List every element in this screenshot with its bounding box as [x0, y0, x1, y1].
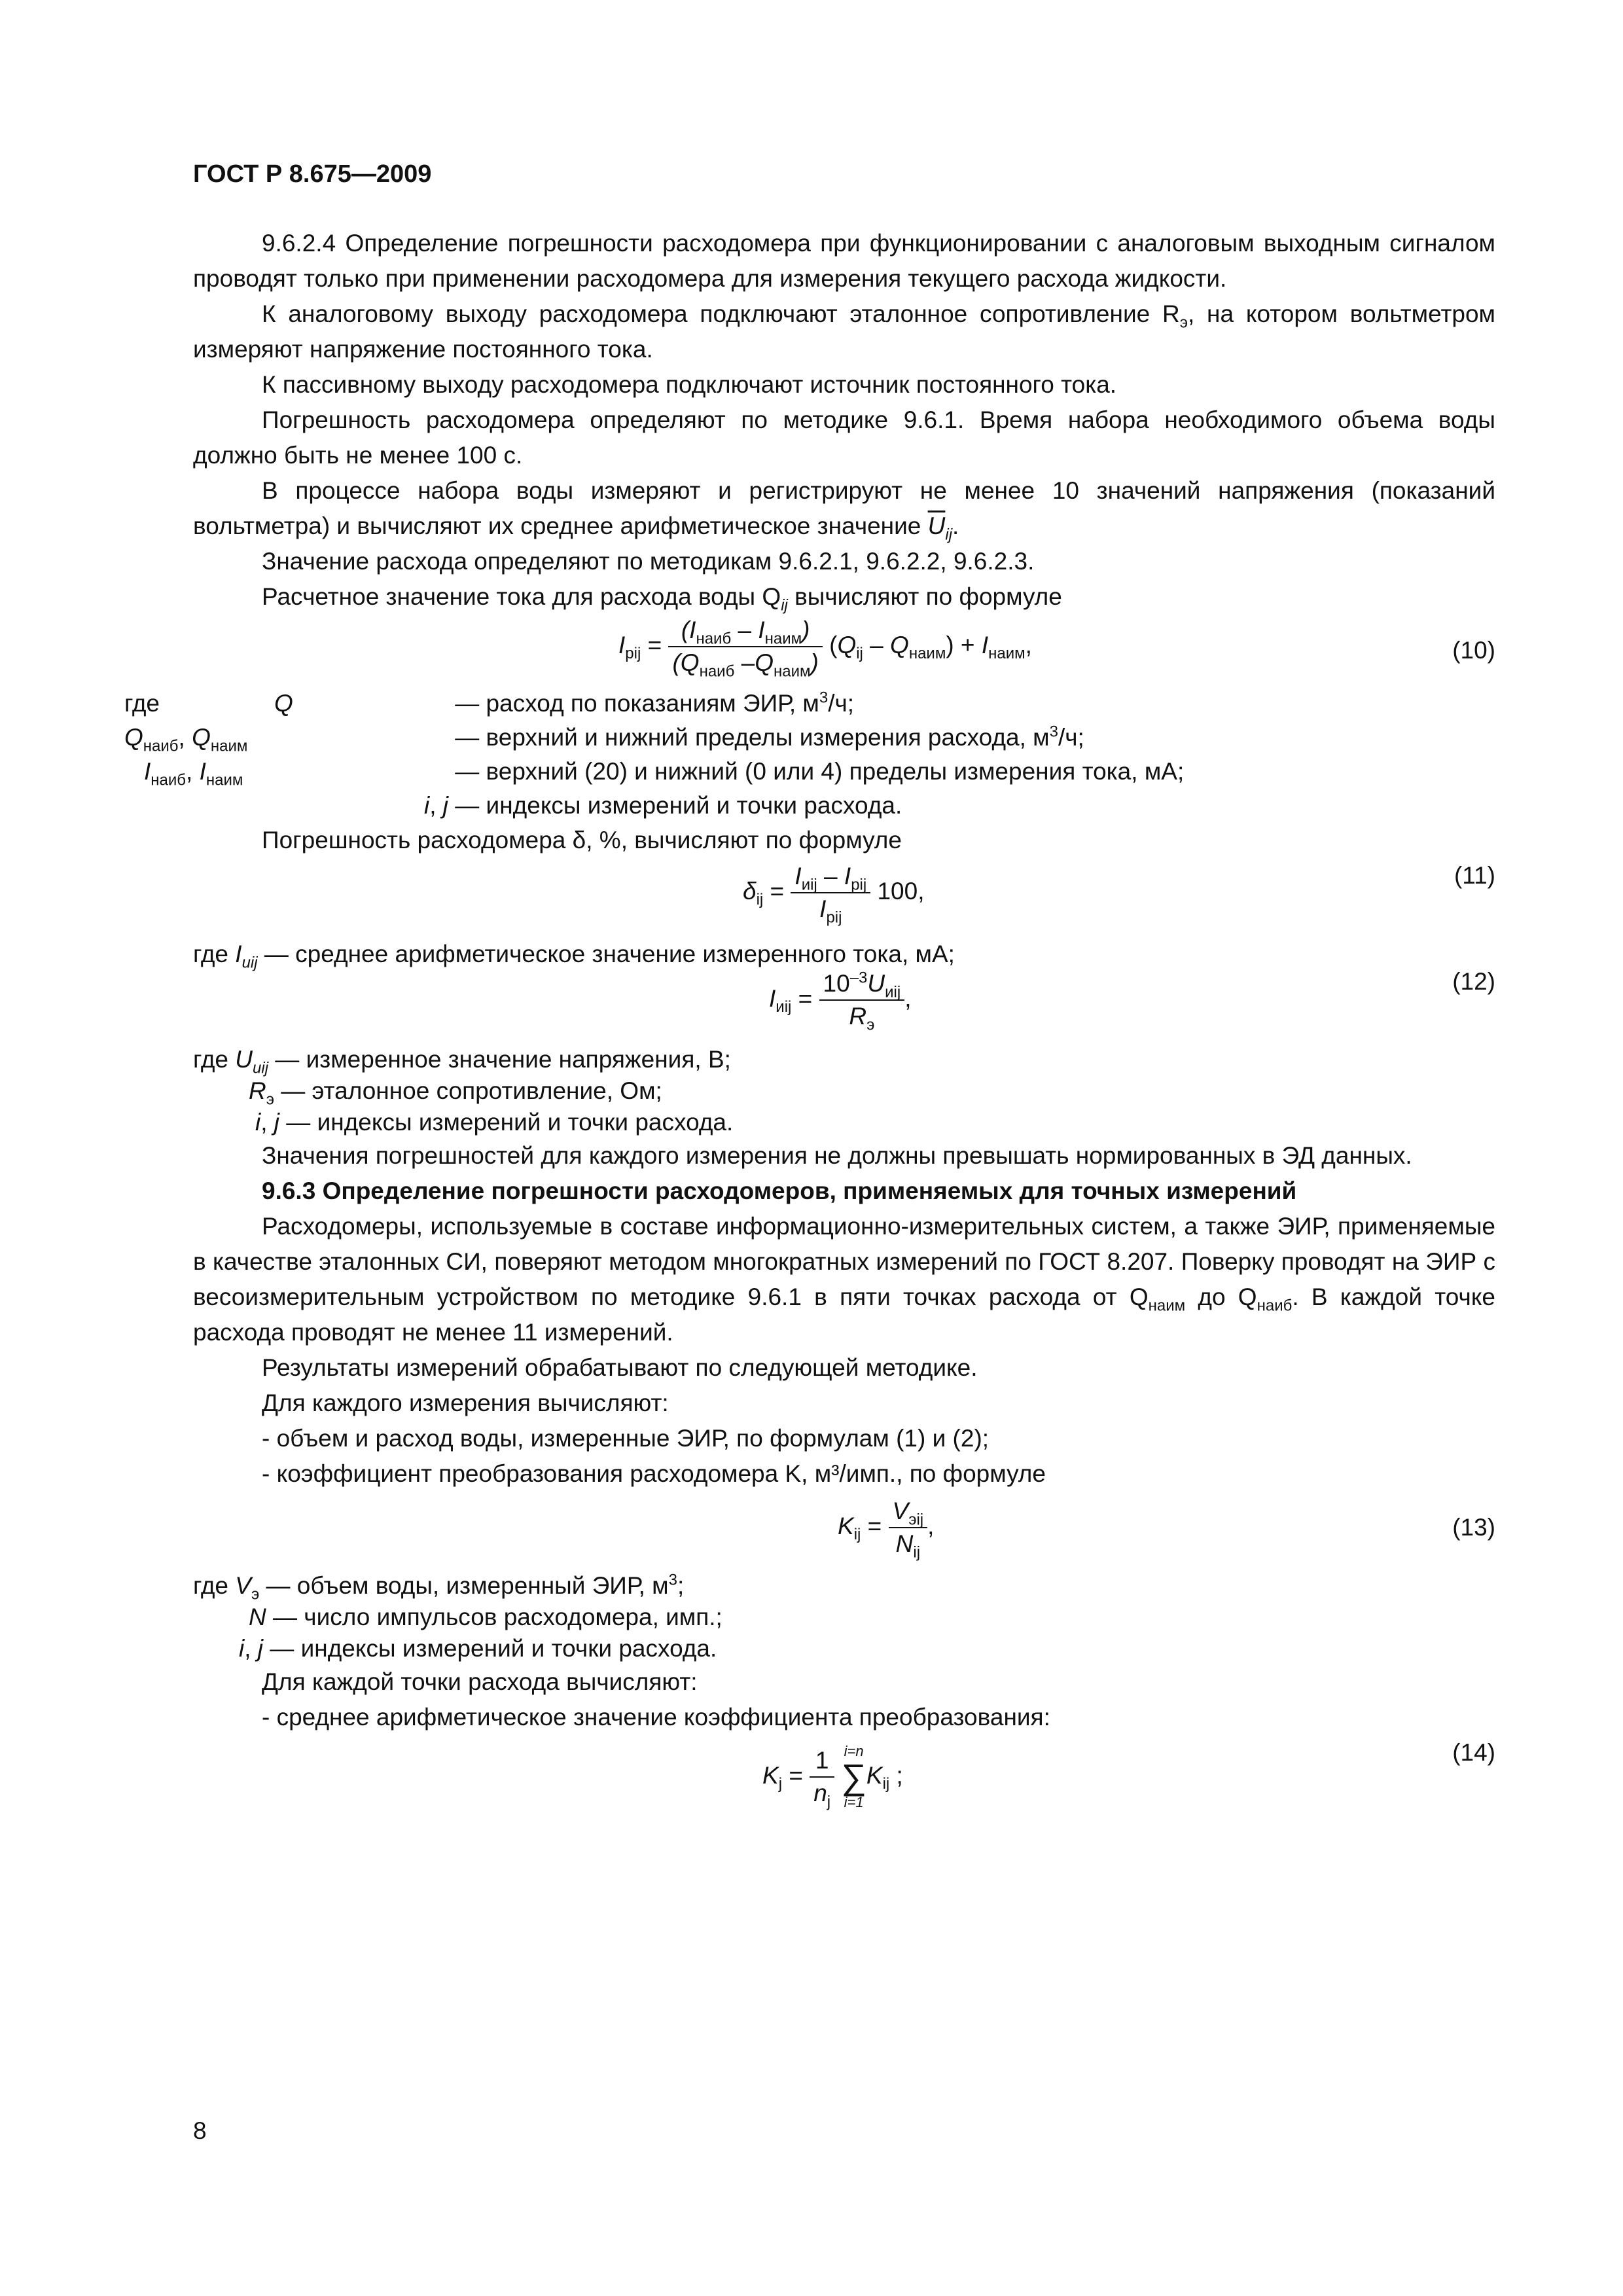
paragraph-each-point: Для каждой точки расхода вычисляют: [262, 1668, 698, 1695]
paragraph-method: Погрешность расходомера определяют по методике 9.6.1. Время набора необходимого объема воды должно быть не менее 100 с. [193, 406, 1495, 469]
paragraph-flow-methods: Значение расхода определяют по методикам 9.6.2.1, 9.6.2.2, 9.6.2.3. [262, 548, 1035, 575]
list-item-coefficient: - коэффициент преобразования расходомера K, м³/имп., по формуле [262, 1460, 1046, 1487]
formula-11-number: (11) [1454, 862, 1495, 889]
formula-14: $K_j$ = $\frac{1}{n_j}$ i=n ∑ i=1 $K_{ij}$ ; (14) [193, 1735, 1495, 1820]
list-item-volume: - объем и расход воды, измеренные ЭИР, по формулам (1) и (2); [262, 1425, 990, 1452]
formula-11-legend: где $I_{иij}$ — среднее арифметическое значение измеренного тока, мА; [193, 941, 955, 972]
paragraph-precise-meters: Расходомеры, используемые в составе информационно-измерительных систем, а также ЭИР, применяемые в качестве эталонных СИ, поверяют методом многократных измерений по ГОСТ 8.207. Поверку проводят на ЭИР с весоизмерительным устройством по методике 9.6.1 в пяти точках расхода от $Q_{наим}$ до $Q_{наиб}$. В каждой точке расхода проводят не менее 11 измерений. [193, 1213, 1495, 1346]
section-heading-9-6-3: 9.6.3 Определение погрешности расходомеров, применяемых для точных измерений [262, 1177, 1297, 1204]
paragraph-each-measurement: Для каждого измерения вычисляют: [262, 1390, 669, 1416]
legend-row: i, j — индексы измерений и точки расхода. [423, 792, 902, 819]
formula-12-legend: где $U_{иij}$ — измеренное значение напряжения, В; $R_э$ — эталонное сопротивление, Ом; i, j — индексы измерений и точки расхода. [193, 1046, 734, 1136]
formula-13-number: (13) [1452, 1514, 1495, 1541]
formula-10: $I_{pij}$ = $\frac{(I_{наиб} - I_{наим})}{(Q_{наиб} -Q_{наим})}$ $(Q_{ij} - Q_{наим}) + I_{наим}$, (10) [193, 615, 1495, 687]
paragraph-error-limit: Значения погрешностей для каждого измерения не должны превышать нормированных в ЭД данных. [262, 1142, 1412, 1169]
formula-10-number: (10) [1452, 637, 1495, 664]
legend-row: где Q — расход по показаниям ЭИР, $м^3/ч$; [124, 689, 855, 717]
legend-row: $Q_{наиб}$, $Q_{наим}$ — верхний и нижний пределы измерения расхода, $м^3/ч$; [124, 723, 1084, 755]
formula-13: $K_{ij}$ = $\frac{V_{эij}}{N_{ij}}$ , (13) [193, 1492, 1495, 1570]
paragraph-error-calc: Погрешность расходомера δ, %, вычисляют по формуле [262, 827, 902, 853]
paragraph-analog-output: К аналоговому выходу расходомера подключают эталонное сопротивление $R_э$, на котором вольтметром измеряют напряжение постоянного тока. [193, 300, 1495, 363]
legend-row: $I_{наиб}$, $I_{наим}$ — верхний (20) и нижний (0 или 4) пределы измерения тока, мА; [144, 758, 1185, 789]
paragraph-voltage-mean: В процессе набора воды измеряют и регистрируют не менее 10 значений напряжения (показаний вольтметра) и вычисляют их среднее арифметическое значение $\overline{U}_{ij}$. [193, 477, 1495, 544]
paragraph-9-6-2-4: 9.6.2.4 Определение погрешности расходомера при функционировании с аналоговым выходным сигналом проводят только при применении расходомера для измерения текущего расхода жидкости. [193, 230, 1495, 292]
formula-14-number: (14) [1452, 1739, 1495, 1766]
list-item-mean-coefficient: - среднее арифметическое значение коэффициента преобразования: [262, 1704, 1050, 1731]
page-number: 8 [193, 2117, 207, 2144]
document-body [124, 226, 1495, 1820]
formula-12: $I_{иij}$ = $\frac{10^{-3}U_{иij}}{R_э}$ , (12) [193, 972, 1495, 1044]
formula-13-legend: где $V_э$ — объем воды, измеренный ЭИР, $м^3$; N — число импульсов расходомера, имп.; i, j — индексы измерений и точки расхода. [193, 1571, 722, 1662]
paragraph-current-calc: Расчетное значение тока для расхода воды $Q_{ij}$ вычисляют по формуле [262, 583, 1062, 615]
paragraph-passive-output: К пассивному выходу расходомера подключают источник постоянного тока. [262, 371, 1117, 398]
formula-11: $\delta_{ij}$ = $\frac{I_{иij} - I_{pij}}{I_{pij}}$ 100, (11) [193, 858, 1495, 937]
formula-10-legend [124, 687, 1495, 823]
paragraph-results: Результаты измерений обрабатывают по следующей методике. [262, 1354, 978, 1381]
document-header: ГОСТ Р 8.675—2009 [193, 160, 432, 188]
formula-12-number: (12) [1452, 968, 1495, 995]
